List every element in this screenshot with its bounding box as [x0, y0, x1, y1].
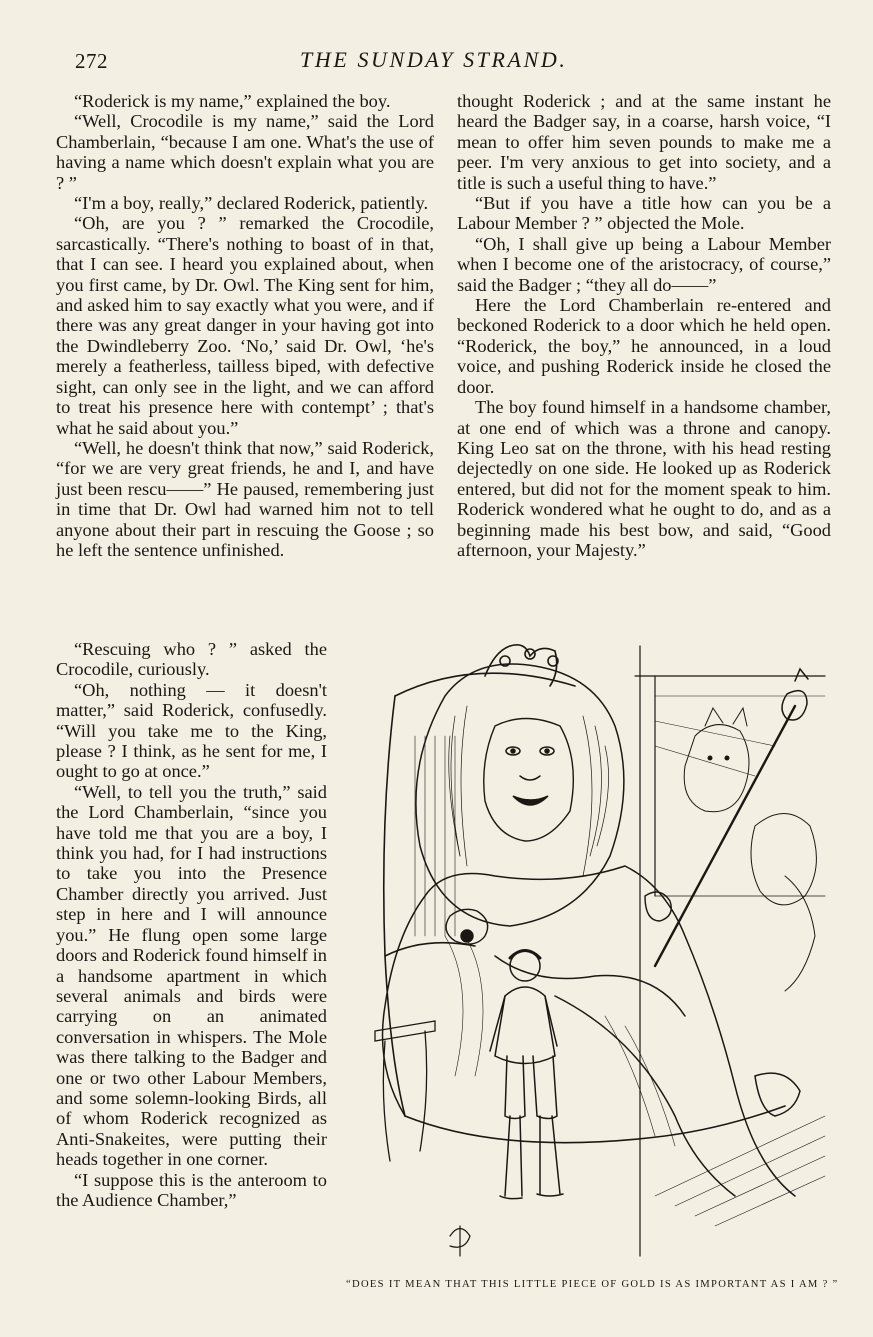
paragraph: “Oh, nothing — it doesn't matter,” said Roderick, confusedly. “Will you take me to the King, please ? I think, as he sent for me, I ought to go at once.” — [56, 679, 327, 782]
illustration-lion-king-throne — [355, 636, 835, 1270]
artist-monogram — [450, 1226, 470, 1256]
floor — [655, 1116, 825, 1226]
paragraph: “Oh, I shall give up being a Labour Member when I become one of the aristocracy, of course,” said the Badger ; “they all do——” — [457, 233, 831, 295]
sceptre — [645, 669, 808, 966]
gold-piece — [461, 930, 473, 942]
text-column-left — [56, 91, 434, 560]
paragraph: thought Roderick ; and at the same instant he heard the Badger say, in a coarse, harsh voice, “I mean to offer him seven pounds to make me a peer. I'm very anxious to get into society, and a title is such a useful thing to have.” — [457, 91, 831, 193]
paragraph: “Well, Crocodile is my name,” said the Lord Chamberlain, “because I am one. What's the use of having a name which doesn't explain what you are ? ” — [56, 111, 434, 193]
boy-roderick — [490, 951, 563, 1199]
paragraph: “Well, to tell you the truth,” said the Lord Chamberlain, “since you have told me that you are a boy, I think you had, for I had instructions to take you into the Presence Chamber directly you arrived. Just step in here and I will announce you.” He flung open some large doors and Roderick found himself in a handsome apartment in which several animals and birds were carrying on an animated conversation in whispers. The Mole was there talking to the Badger and one or two other Labour Members, and some solemn-looking Birds, all of whom Roderick recognized as Anti-Snakeites, were putting their heads together in one corner. — [56, 781, 327, 1170]
running-head: THE SUNDAY STRAND. — [300, 47, 568, 72]
paragraph: “I suppose this is the anteroom to the Audience Chamber,” — [56, 1169, 327, 1210]
paragraph: “But if you have a title how can you be a Labour Member ? ” objected the Mole. — [457, 193, 831, 234]
paragraph: The boy found himself in a handsome chamber, at one end of which was a throne and canopy. King Leo sat on the throne, with his head resting dejectedly on one side. He looked up as Roderick entered, but did not for the moment speak to him. Roderick wondered what he ought to do, and as a beginning made his best bow, and said, “Good afternoon, your Majesty.” — [457, 397, 831, 560]
background-courtiers — [684, 708, 816, 991]
paragraph: “Well, he doesn't think that now,” said Roderick, “for we are very great friends, he and I, and have just been rescu——” He paused, remembering just in time that Dr. Owl had warned him not to tell anyone about their part in rescuing the Goose ; so he left the sentence unfinished. — [56, 437, 434, 560]
paragraph: “I'm a boy, really,” declared Roderick, patiently. — [74, 193, 429, 214]
throne — [384, 673, 785, 1143]
royal-robe — [383, 866, 796, 1196]
page-number: 272 — [75, 49, 108, 73]
text-column-left-narrow — [56, 639, 327, 1210]
paragraph: “Oh, are you ? ” remarked the Crocodile, sarcastically. “There's nothing to boast of in that, that I can see. I heard you explained about, when you first came, by Dr. Owl. The King sent for him, and asked him to say exactly what you were, and if there was any great danger in your having got into the Dwindleberry Zoo. ‘No,’ said Dr. Owl, ‘he's merely a featherless, tailless biped, with defective sight, can only see in the light, and we can afford to treat his presence here with contempt’ ; that's what he said about you.” — [56, 213, 434, 438]
lion-tail — [755, 1073, 800, 1116]
illustration-caption: “DOES IT MEAN THAT THIS LITTLE PIECE OF GOLD IS AS IMPORTANT AS I AM ? ” — [346, 1279, 839, 1290]
paragraph: “Roderick is my name,” explained the boy. — [74, 91, 391, 111]
text-column-right — [457, 91, 831, 560]
side-table — [375, 1021, 435, 1161]
paragraph: “Rescuing who ? ” asked the Crocodile, curiously. — [56, 639, 327, 680]
lion-king — [416, 664, 624, 926]
paragraph: Here the Lord Chamberlain re-entered and beckoned Roderick to a door which he held open. “Roderick, the boy,” he announced, in a loud voice, and pushing Roderick inside he closed the door. — [457, 295, 831, 397]
